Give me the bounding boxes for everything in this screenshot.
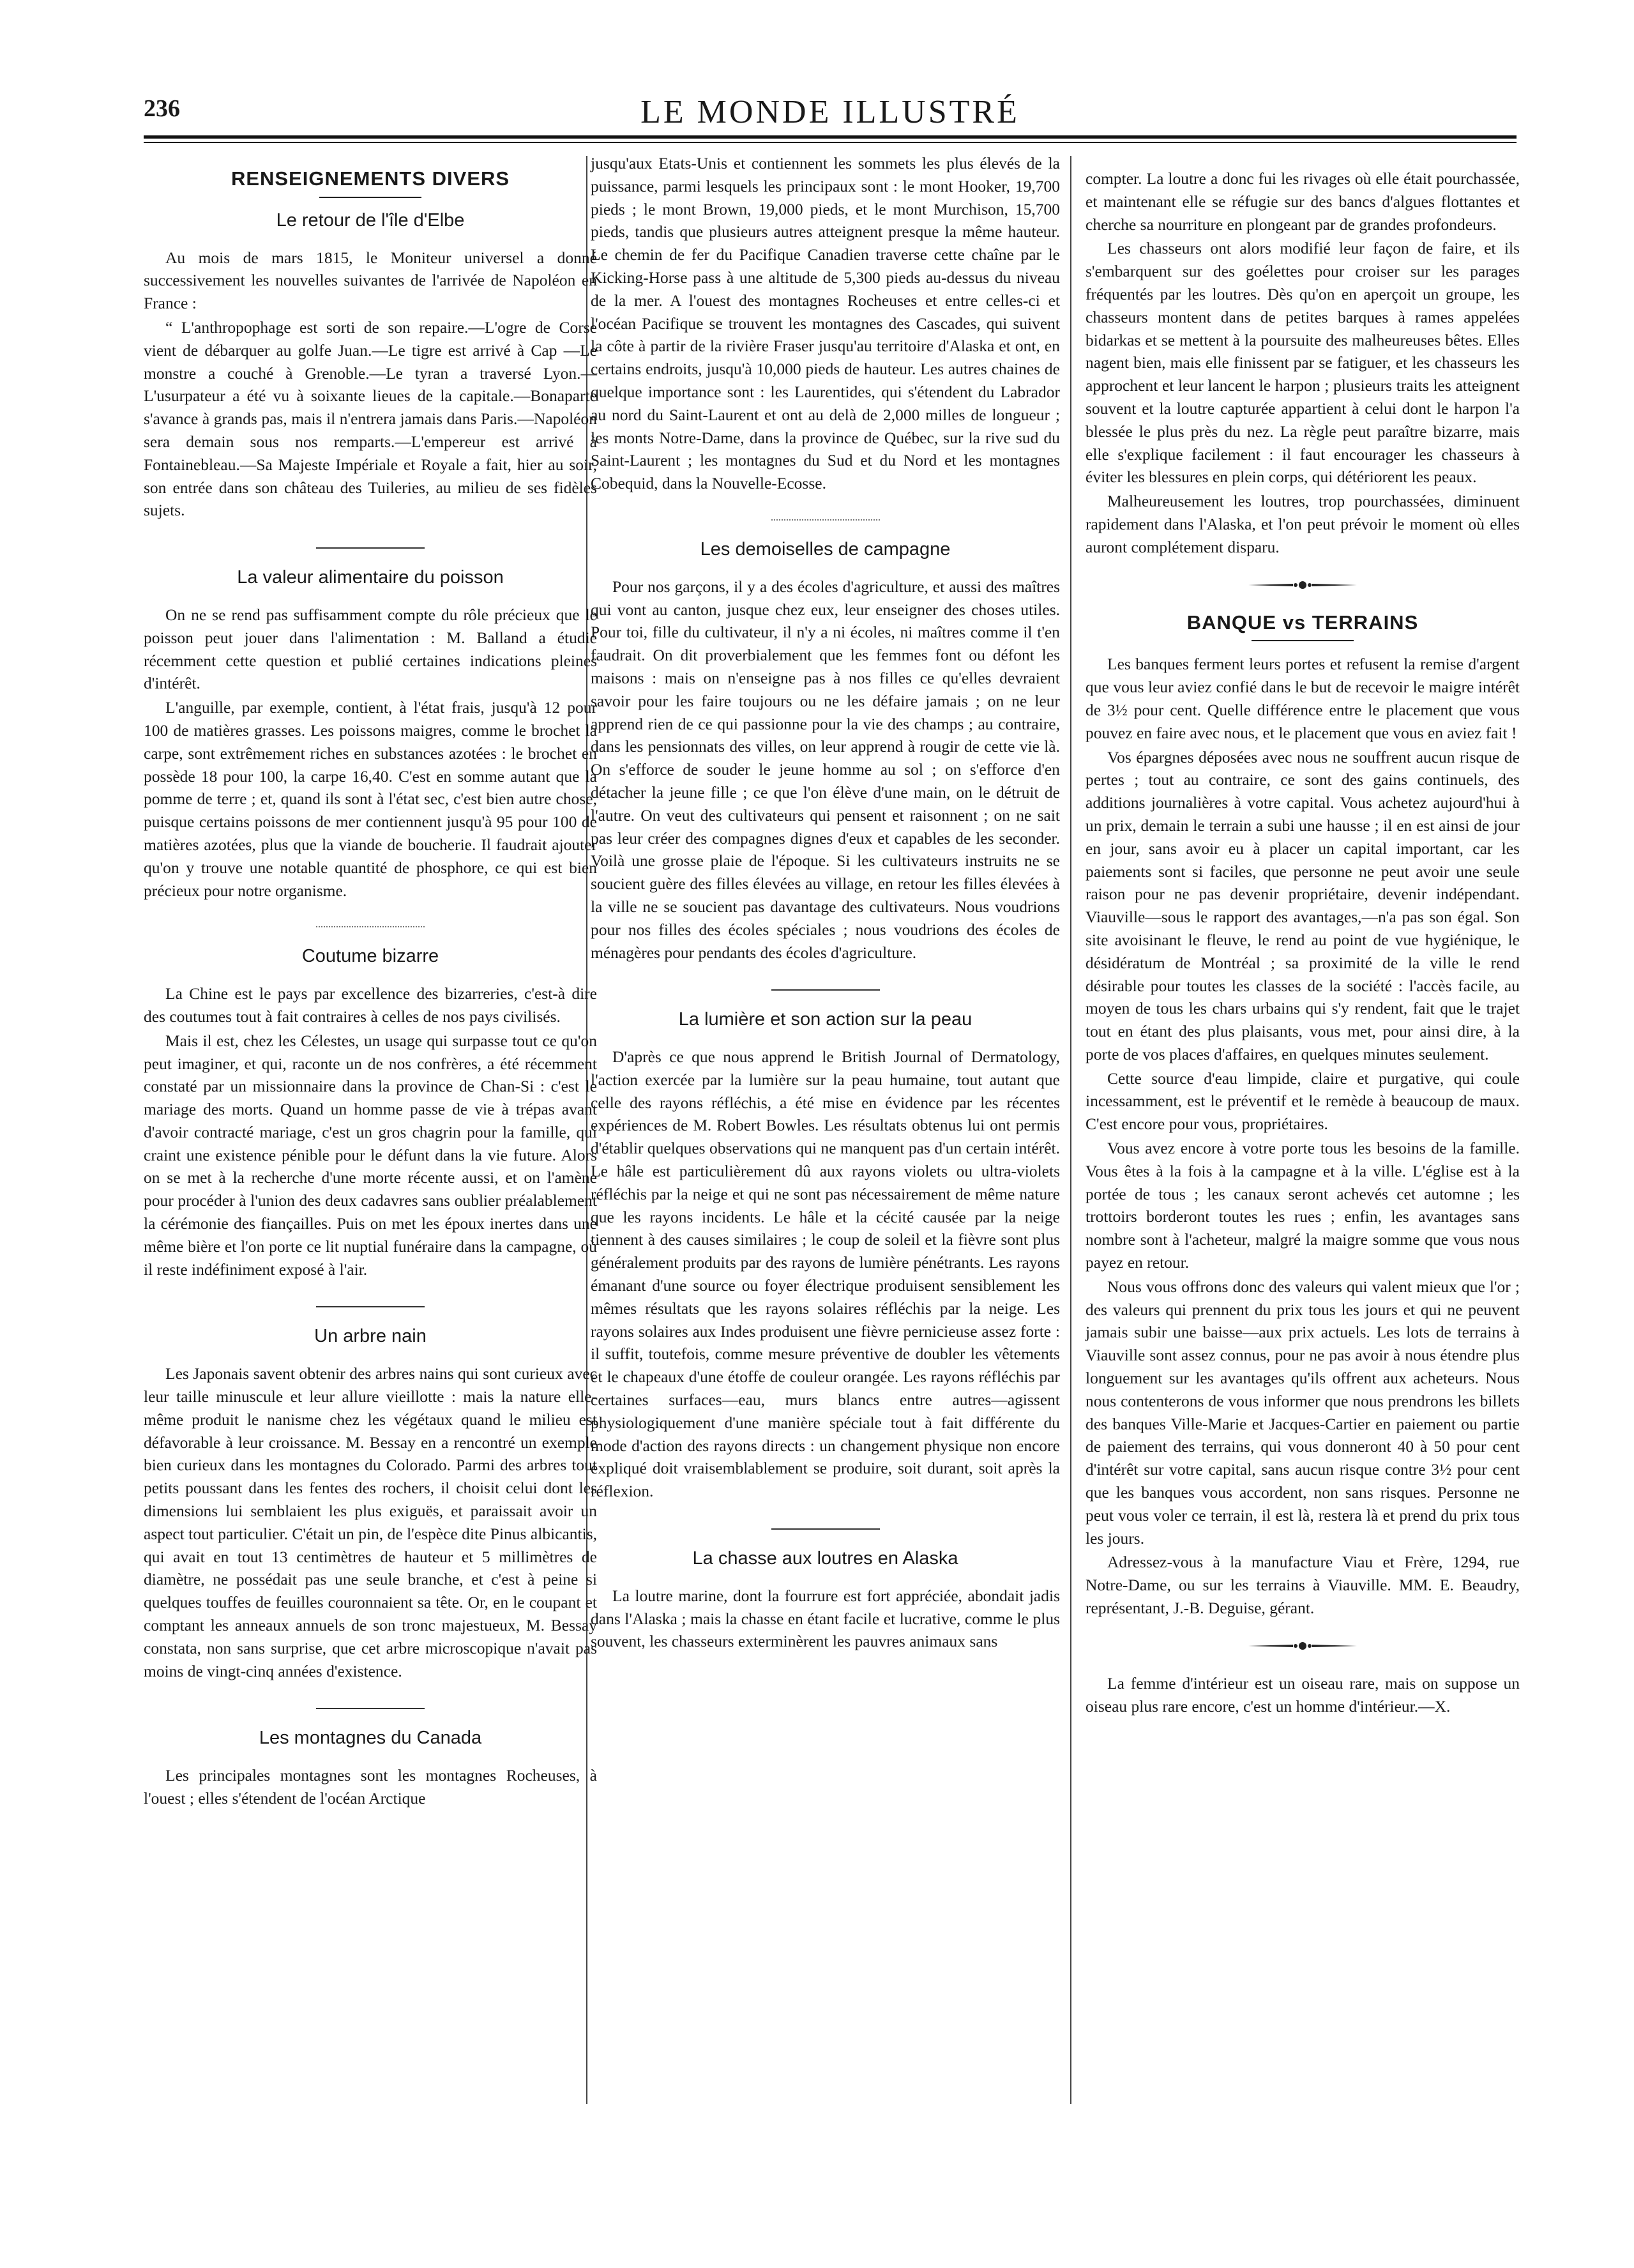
- title-rule: [1252, 640, 1354, 641]
- separator-rule: [316, 1306, 425, 1307]
- column-2: [591, 152, 1060, 1653]
- article-paragraph: La Chine est le pays par excellence des bizarreries, c'est-à dire des coutumes tout à fait contraires à celles de nos pays civilisés.: [144, 984, 597, 1026]
- article-title: La lumière et son action sur la peau: [678, 1009, 972, 1030]
- article-paragraph: Au mois de mars 1815, le Moniteur universel a donné successivement les nouvelles suivantes de l'arrivée de Napoléon en France :: [144, 248, 597, 313]
- header-rule-thick: [144, 135, 1517, 139]
- article-title: Un arbre nain: [314, 1326, 427, 1347]
- article-title: Coutume bizarre: [301, 946, 439, 967]
- article-paragraph: Cette source d'eau limpide, claire et purgative, qui coule incessamment, est le préventif et le remède à beaucoup de maux. C'est encore pour vous, propriétaires.: [1086, 1069, 1520, 1134]
- article-continuation: jusqu'aux Etats-Unis et contiennent les sommets les plus élevés de la puissance, parmi lesquels les principaux sont : le mont Hooker, 19,700 pieds ; le mont Brown, 19,000 pieds, et le mont Murchison, 15,700 pieds, tandis que plusieurs autres atteignent presque la même hauteur. Le chemin de fer du Pacifique Canadien traverse cette chaîne par le Kicking-Horse pass à une altitude de 5,300 pieds au-dessus du niveau de la mer. A l'ouest des montagnes Rocheuses et entre celles-ci et l'océan Pacifique se trouvent les montagnes des Cascades, qui suivent la côte à partir de la rivière Fraser jusqu'au territoire d'Alaska et ont, en certains endroits, jusqu'à 10,000 pieds de hauteur. Les autres chaines de quelque importance sont : les Laurentides, qui s'étendent du Labrador au nord du Saint-Laurent et ont au delà de 2,000 milles de longueur ; les monts Notre-Dame, dans la province de Québec, sur la rive sud du Saint-Laurent ; les montagnes du Sud et du Nord et les montagnes Cobequid, dans la Nouvelle-Ecosse.: [591, 154, 1060, 493]
- article-paragraph: Les principales montagnes sont les montagnes Rocheuses, à l'ouest ; elles s'étendent de l'océan Arctique: [144, 1766, 597, 1808]
- column-divider: [1070, 156, 1071, 2104]
- section-title: RENSEIGNEMENTS DIVERS: [231, 167, 510, 190]
- article-title: Le retour de l'île d'Elbe: [276, 209, 465, 231]
- article-title: La chasse aux loutres en Alaska: [692, 1548, 958, 1569]
- title-rule: [319, 197, 421, 198]
- article-paragraph: Nous vous offrons donc des valeurs qui valent mieux que l'or ; des valeurs qui prennent du prix tous les jours et qui ne peuvent jamais subir une baisse—aux prix actuels. Les lots de terrains à Viauville sont assez connus, pour ne pas avoir à nous étendre plus longuement sur les avantages qu'ils offrent aux acheteurs. Nous nous contenterons de vous informer que nous prendrons les billets des banques Ville-Marie et Jacques-Cartier en paiement ou partie de paiement des terrains, qui vous donneront 40 à 50 pour cent d'intérêt sur votre capital, sans aucun risque contre 3½ pour cent que les banques vous accordent, non sans risques. Personne ne peut vous voler ce terrain, il est là, restera là et prend du prix tous les jours.: [1086, 1277, 1520, 1548]
- separator-rule: [771, 519, 880, 521]
- article-paragraph: Vos épargnes déposées avec nous ne souffrent aucun risque de pertes ; tout au contraire, ce sont des gains continuels, des additions journalières à votre capital. Vous achetez aujourd'hui à un prix, demain le terrain a subi une hausse ; il en est ainsi de jour en jour, sans avoir eu à placer un capital important, car les paiements sont si faciles, que personne ne peut avoir une seule raison pour ne pas devenir propriétaire, devenir indépendant. Viauville—sous le rapport des avantages,—n'a pas son égal. Son site avoisinant le fleuve, le rend au point de vue hygiénique, le désidératum de Montréal ; sa proximité de la ville le rend désirable pour toutes les classes de la société : l'accès facile, au moyen de tous les chars urbains qui s'y rendent, fait que le trajet tout en étant des plus plaisants, vous met, pour ainsi dire, à la porte de vos places d'affaires, en quelques minutes seulement.: [1086, 747, 1520, 1063]
- article-title: Les demoiselles de campagne: [700, 538, 951, 559]
- page-number: 236: [144, 95, 180, 122]
- ornament-divider-icon: [1248, 581, 1357, 590]
- article-paragraph: La loutre marine, dont la fourrure est fort appréciée, abondait jadis dans l'Alaska ; mais la chasse en étant facile et lucrative, comme le plus souvent, les chasseurs exterminèrent les pauvres animaux sans: [591, 1586, 1060, 1651]
- article-paragraph: Les chasseurs ont alors modifié leur façon de faire, et ils s'embarquent sur des goélettes pour croiser sur les parages fréquentés par les loutres. Dès qu'on en aperçoit un groupe, les chasseurs montent dans de petites barques à rames appelées bidarkas et se mettent à la poursuite des malheureuses bêtes. Elles nagent bien, mais elle finissent par se fatiguer, et les chasseurs les approchent et leur lancent le harpon ; plusieurs traits les atteignent souvent et la loutre capturée appartient à celui dont le harpon l'a blessée le plus près du nez. La règle peut paraître bizarre, mais elle s'explique facilement : il faut encourager les chasseurs à éviter les blessures en plein corps, qui détériorent les peaux.: [1086, 239, 1520, 487]
- ornament-divider-icon: [1248, 1641, 1357, 1650]
- separator-rule: [316, 547, 425, 549]
- column-1: [144, 160, 597, 1810]
- article-title: La valeur alimentaire du poisson: [237, 567, 504, 588]
- header-rule-thin: [144, 142, 1517, 143]
- closing-note: La femme d'intérieur est un oiseau rare, mais on suppose un oiseau plus rare encore, c'est un homme d'intérieur.—X.: [1086, 1673, 1520, 1716]
- journal-title: LE MONDE ILLUSTRÉ: [640, 94, 1020, 130]
- article-paragraph: On ne se rend pas suffisamment compte du rôle précieux que le poisson peut jouer dans l'alimentation : M. Balland a étudié récemment cette question et publié certaines indications pleines d'intérêt.: [144, 605, 597, 693]
- article-paragraph: “ L'anthropophage est sorti de son repaire.—L'ogre de Corse vient de débarquer au golfe Juan.—Le tigre est arrivé à Cap —Le monstre a couché à Grenoble.—Le tyran a traversé Lyon.—L'usurpateur a été vu à soixante lieues de la capitale.—Bonaparte s'avance à grands pas, mais il n'entrera jamais dans Paris.—Napoléon sera demain sous nos remparts.—L'empereur est arrivé à Fontainebleau.—Sa Majeste Impériale et Royale a fait, hier au soir, son entrée dans son château des Tuileries, au milieu de ses fidèles sujets.: [144, 317, 597, 520]
- article-paragraph: Adressez-vous à la manufacture Viau et Frère, 1294, rue Notre-Dame, ou sur les terrains à Viauville. MM. E. Beaudry, représentant, J.-B. Deguise, gérant.: [1086, 1553, 1520, 1618]
- article-paragraph: Vous avez encore à votre porte tous les besoins de la famille. Vous êtes à la fois à la campagne et à la ville. L'église est à la portée de tous ; les canaux seront achevés cet automne ; les trottoirs borderont toutes les rues ; enfin, les avantages sans nombre sont à l'acheteur, malgré la maigre somme que vous nous payez en retour.: [1086, 1139, 1520, 1272]
- separator-rule: [771, 1528, 880, 1530]
- separator-rule: [316, 1708, 425, 1709]
- article-paragraph: Malheureusement les loutres, trop pourchassées, diminuent rapidement dans l'Alaska, et l'on peut prévoir le moment où elles auront complétement disparu.: [1086, 492, 1520, 556]
- article-paragraph: Mais il est, chez les Célestes, un usage qui surpasse tout ce qu'on peut imaginer, et qui, raconte un de nos confrères, a été récemment constaté par un missionnaire dans la province de Chan-Si : c'est le mariage des morts. Quand un homme passe de vie à trépas avant d'avoir contracté mariage, c'est un gros chagrin pour la famille, qui craint une existence pénible pour le défunt dans la vie future. Alors on se met à la recherche d'une morte récente aussi, et on l'amène pour procéder à l'union des deux cadavres sans oublier préalablement la cérémonie des fiançailles. Puis on met les époux inertes dans une même bière et l'on porte ce lit nuptial funéraire dans la campagne, où il reste indéfiniment exposé à l'air.: [144, 1031, 597, 1279]
- article-paragraph: D'après ce que nous apprend le British Journal of Dermatology, l'action exercée par la lumière sur la peau humaine, tout autant que celle des rayons réfléchis, a été mise en évidence par les récentes expériences de M. Robert Bowles. Les résultats obtenus lui ont permis d'établir quelques observations qui ne manquent pas d'un certain intérêt. Le hâle est particulièrement dû aux rayons violets ou ultra-violets réfléchis par la neige et qui ne sont pas nécessairement de même nature que les rayons incidents. Le hâle et la cécité causée par la neige tiennent à des causes similaires ; le coup de soleil et la fièvre sont plus généralement produits par des rayons de lumière pénétrants. Les rayons émanant d'une source ou foyer électrique produisent sensiblement les mêmes résultats que les rayons solaires réfléchis par la neige. Les rayons solaires aux Indes produisent une fièvre pernicieuse assez forte : il suffit, toutefois, comme mesure préventive de doubler les vêtements et le chapeaux d'une étoffe de couleur orangée. Les rayons réfléchis par certaines surfaces—eau, murs blancs entre autres—agissent physiologiquement d'une manière spéciale tout à fait différente du mode d'action des rayons directs : un changement physique non encore expliqué doit vraisemblablement se produire, soit durant, soit après la réflexion.: [591, 1047, 1060, 1501]
- separator-rule: [771, 989, 880, 991]
- article-continuation: compter. La loutre a donc fui les rivages où elle était pourchassée, et maintenant elle se réfugie sur des bancs d'algues flottantes et cherche sa nourriture en plongeant par de grandes profondeurs.: [1086, 169, 1520, 234]
- masthead: [144, 95, 1517, 133]
- article-paragraph: Pour nos garçons, il y a des écoles d'agriculture, et aussi des maîtres qui vont au canton, jusque chez eux, leur enseigner des choses utiles. Pour toi, fille du cultivateur, il n'y a ni écoles, ni maîtres comme il t'en faudrait. On dit proverbialement que les femmes font ou défont les maisons : mais on n'enseigne pas à nos filles ce qu'elles devraient savoir pour les faire toujours ou ne les défaire jamais ; on ne leur apprend rien de ce qui passionne pour la vie des champs ; au contraire, dans les pensionnats des villes, on leur apprend à rougir de cette vie là. On s'efforce de souder le jeune homme au sol ; on s'efforce d'en détacher la jeune fille ; ce que l'on élève d'une main, on le détruit de l'autre. On veut des cultivateurs qui pensent et raisonnent ; on ne sait pas leur créer des compagnes dignes d'eux et capables de les seconder. Voilà une grosse plaie de l'époque. Si les cultivateurs instruits ne se soucient guère des filles élevées au village, en retour les filles élevées à la ville ne se soucient pas davantage des cultivateurs. Nous voudrions pour nos filles des écoles spéciales ; nous voudrions des écoles de ménagères pour pendants des écoles d'agriculture.: [591, 577, 1060, 962]
- separator-rule: [316, 926, 425, 927]
- article-title: BANQUE vs TERRAINS: [1186, 611, 1419, 634]
- column-3: [1086, 167, 1520, 1717]
- article-paragraph: Les banques ferment leurs portes et refusent la remise d'argent que vous leur aviez confié dans le but de recevoir le maigre intérêt de 3½ pour cent. Quelle différence entre le placement que vous pouvez en faire avec nous, et le placement que vous en aviez fait !: [1086, 655, 1520, 742]
- article-paragraph: L'anguille, par exemple, contient, à l'état frais, jusqu'à 12 pour 100 de matières grasses. Les poissons maigres, comme le brochet la carpe, sont extrêmement riches en substances azotées : le brochet en possède 18 pour 100, la carpe 16,40. C'est en somme autant que la pomme de terre ; et, quand ils sont à l'état sec, c'est bien autre chose, puisque certains poissons de mer contiennent jusqu'à 95 pour 100 de matières azotées, plus que la viande de boucherie. Il faudrait ajouter qu'on y trouve une notable quantité de phosphore, ce qui est bien précieux pour notre organisme.: [144, 698, 597, 900]
- article-title: Les montagnes du Canada: [259, 1728, 482, 1749]
- article-paragraph: Les Japonais savent obtenir des arbres nains qui sont curieux avec leur taille minuscule et leur allure vieillotte : mais la nature elle-même produit le nanisme chez les végétaux quand le milieu est défavorable à leur croissance. M. Bessay en a rencontré un exemple bien curieux dans les montagnes du Colorado. Parmi des arbres tout petits poussant dans les fentes des rochers, il choisit celui dont les dimensions lui semblaient les plus exiguës, et paraissait avoir un aspect tout particulier. C'était un pin, de l'espèce dite Pinus albicantis, qui avait en tout 13 centimètres de hauteur et 5 millimètres de diamètre, ne possédait pas une seule branche, et c'est à peine si quelques touffes de feuilles couronnaient sa tête. Or, en le coupant et comptant les anneaux annuels de son tronc majestueux, M. Bessay constata, non sans surprise, que cet arbre microscopique n'avait pas moins de vingt-cinq années d'existence.: [144, 1364, 597, 1680]
